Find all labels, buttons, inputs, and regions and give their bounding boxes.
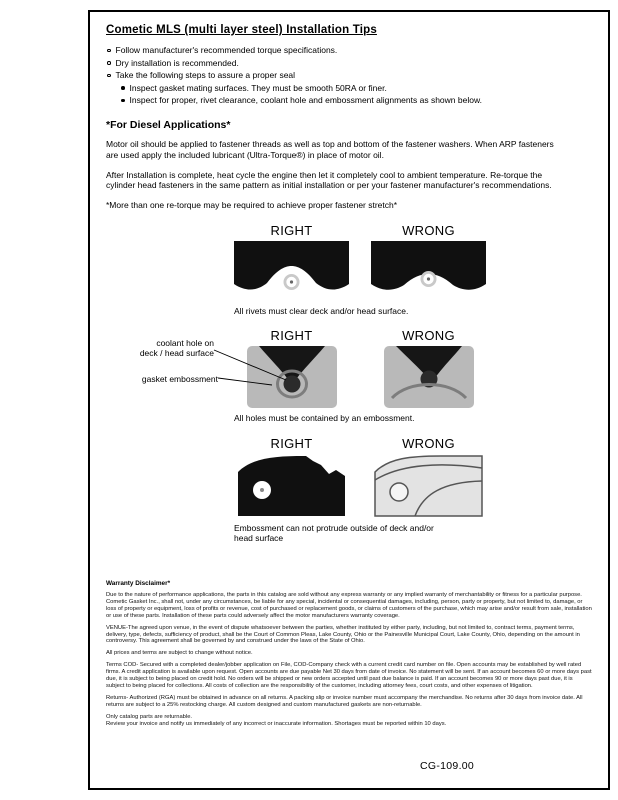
wrong-panel <box>371 454 486 518</box>
wrong-label: WRONG <box>402 328 455 344</box>
warranty-paragraph: Due to the nature of performance applications, the parts in this catalog are sold without any express warranty or any implied warranty of merchantability or fitness for a particular purpose. Cometic Gasket Inc., shall not, under any circumstances, be liable for any special, incidental or consequential damages, including, person, party or property, but not limited to, damage, or loss of property or equipment, loss of profits or revenue, cost of purchased or replacement goods, or claims of customers of the purchase, which may arise and/or result from sale, installation or use of these parts. Installation of these parts could adversely affect the motor manufacturers warranty coverage. <box>106 591 592 619</box>
figure-panels <box>234 454 534 518</box>
wrong-label: WRONG <box>402 222 455 238</box>
figure-caption: All rivets must clear deck and/or head surface. <box>234 305 409 316</box>
list-item <box>120 95 592 106</box>
embossment-inside-illustration <box>234 454 349 518</box>
bullet-marker-icon <box>107 74 111 78</box>
callout-leader-lines <box>110 340 390 420</box>
installation-tips-list <box>106 45 592 106</box>
callout-line2: deck / head surface <box>139 348 214 359</box>
bullet-marker-icon <box>107 49 111 53</box>
figure-panels <box>234 241 534 301</box>
right-label: RIGHT <box>270 328 313 344</box>
list-item <box>106 70 592 81</box>
list-item <box>120 83 592 94</box>
figure-hole-embossment <box>139 328 534 424</box>
warranty-section <box>106 580 592 728</box>
sub-list-wrapper <box>106 83 592 107</box>
right-label: RIGHT <box>270 222 313 238</box>
hole-not-contained-illustration <box>384 346 474 408</box>
figure-caption: Embossment can not protrude outside of deck and/or head surface <box>234 522 434 544</box>
warranty-heading: Warranty Disclaimer* <box>106 579 171 587</box>
subtip-text: Inspect for proper, rivet clearance, coolant hole and embossment alignments as shown below. <box>129 95 482 105</box>
figure-embossment-protrusion <box>234 436 534 544</box>
rivet-clear-illustration <box>234 241 349 301</box>
wrong-label: WRONG <box>402 435 455 451</box>
figure-labels <box>234 223 534 238</box>
warranty-paragraph: VENUE-The agreed upon venue, in the event of dispute whatsoever between the parties, whether instituted by either party, including, but not limited to, contract terms, payment terms, delivery, type, defects, sufficiency of product, shall be the Court of Common Pleas, Lake County, Ohio or the Painesville Municipal Court, Lake County, Ohio, depending on the amount in controversy. This agreement shall be governed by and construed under the laws of the State of Ohio. <box>106 624 580 645</box>
document-frame <box>88 10 610 790</box>
right-panel <box>234 454 349 518</box>
callout-line1: coolant hole on <box>156 338 214 349</box>
subtip-text: Inspect gasket mating surfaces. They must be smooth 50RA or finer. <box>129 82 387 93</box>
right-label: RIGHT <box>270 435 313 451</box>
figure-caption: All holes must be contained by an embossment. <box>234 413 415 424</box>
diesel-paragraph: Motor oil should be applied to fastener threads as well as top and bottom of the fastener washers. When ARP fasteners are used apply the included lubricant (Ultra-Torque®) in place of motor oil. <box>106 139 554 160</box>
right-panel <box>234 241 349 301</box>
diesel-paragraph: After Installation is complete, heat cycle the engine then let it completely cool to ambient temperature. Re-torque the cylinder head fasteners in the same pattern as initial installation or per your fastener manufacturer's recommendations. <box>106 169 552 191</box>
warranty-paragraph: Review your invoice and notify us immediately of any incorrect or inaccurate information. Shortages must be reported within 10 days. <box>106 721 447 728</box>
rivet-overlap-illustration <box>371 241 486 301</box>
figure-labels <box>234 436 534 451</box>
warranty-paragraph: Only catalog parts are returnable. <box>106 713 193 720</box>
tip-text: Dry installation is recommended. <box>115 57 239 68</box>
warranty-paragraph: Terms COD- Secured with a completed dealer/jobber application on File, COD-Company check with a current credit card number on file. Open accounts may be established by well rated firms. A credit application is available upon request. Open accounts are due payable Net 30 days from date of invoice. No statement will be sent. If an account becomes 60 or more days past due, it is subject to being placed on credit hold. No orders will be shipped or new orders accepted until past due balance is paid. If an account becomes 90 or more days past due, it is subject to being placed for collections. All costs of collection are the responsibility of the customer, including attorney fees, court costs, and other expenses of litigation. <box>106 662 592 689</box>
installation-subtips-list <box>120 83 592 107</box>
diesel-applications-heading: *For Diesel Applications* <box>106 119 231 131</box>
tip-text: Follow manufacturer's recommended torque specifications. <box>115 45 338 55</box>
gasket-embossment-callout: gasket embossment <box>141 374 218 385</box>
wrong-panel <box>371 241 486 301</box>
warranty-paragraph: All prices and terms are subject to change without notice. <box>106 650 253 657</box>
figure-rivet-clearance <box>234 223 534 317</box>
figures-section <box>139 222 534 544</box>
bullet-marker-icon <box>121 99 125 103</box>
page-title: Cometic MLS (multi layer steel) Installation Tips <box>106 24 377 36</box>
list-item <box>106 45 592 56</box>
tip-text: Take the following steps to assure a proper seal <box>115 70 296 80</box>
retorque-note: *More than one re-torque may be required to achieve proper fastener stretch* <box>106 200 398 211</box>
warranty-paragraph: Returns- Authorized (RGA) must be obtained in advance on all returns. A packing slip or invoice number must accompany the merchandise. No returns after 30 days from invoice date. All returns are subject to a 25% restocking charge. All custom designed and custom manufactured gaskets are non-returnable. <box>106 694 583 708</box>
catalog-number: CG-109.00 <box>420 760 475 772</box>
embossment-outside-illustration <box>371 454 486 518</box>
bullet-marker-icon <box>107 61 111 65</box>
bullet-marker-icon <box>121 86 125 90</box>
list-item <box>106 58 592 69</box>
